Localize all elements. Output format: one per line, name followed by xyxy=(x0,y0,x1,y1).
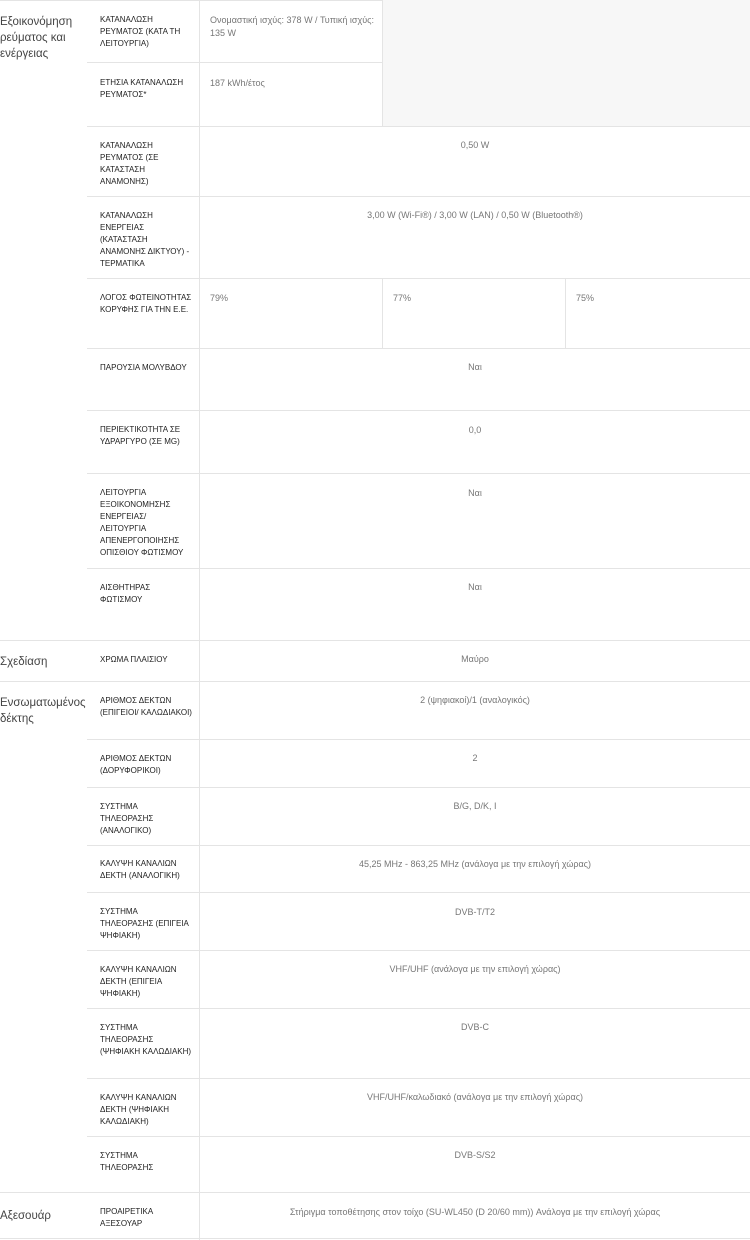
row-divider xyxy=(87,892,750,893)
spec-value-channel-analog: 45,25 MHz - 863,25 MHz (ανάλογα με την επιλογή χώρας) xyxy=(358,859,592,869)
section-divider xyxy=(0,681,750,682)
empty-cell xyxy=(383,0,750,126)
section-title-tuner: Ενσωματωμένος δέκτης xyxy=(0,697,86,725)
row-divider xyxy=(87,278,750,279)
spec-label-network-standby: ΚΑΤΑΝΑΛΩΣΗ ΕΝΕΡΓΕΙΑΣ (ΚΑΤΑΣΤΑΣΗ ΑΝΑΜΟΝΗΣ ΔΙΚΤΥΟΥ) - ΤΕΡΜΑΤΙΚΑ xyxy=(100,211,190,268)
cell-divider xyxy=(565,278,566,348)
row-divider xyxy=(87,62,383,63)
spec-value-standby: 0,50 W xyxy=(460,140,490,150)
row-divider xyxy=(87,1008,750,1009)
spec-label-tv-system-cable: ΣΥΣΤΗΜΑ ΤΗΛΕΟΡΑΣΗΣ (ΨΗΦΙΑΚΗ ΚΑΛΩΔΙΑΚΗ) xyxy=(100,1023,192,1056)
spec-label-tuners-satellite: ΑΡΙΘΜΟΣ ΔΕΚΤΩΝ (ΔΟΡΥΦΟΡΙΚΟΙ) xyxy=(100,754,172,775)
section-bottom-border xyxy=(0,1238,750,1239)
row-divider xyxy=(87,348,750,349)
section-title-design: Σχεδίαση xyxy=(0,656,48,668)
row-divider xyxy=(87,1136,750,1137)
spec-value-energy-saving: Ναι xyxy=(468,488,482,498)
spec-value-tuners-terrestrial: 2 (ψηφιακοί)/1 (αναλογικός) xyxy=(420,695,530,705)
row-divider xyxy=(87,739,750,740)
spec-label-channel-cable: ΚΑΛΥΨΗ ΚΑΝΑΛΙΩΝ ΔΕΚΤΗ (ΨΗΦΙΑΚΗ ΚΑΛΩΔΙΑΚΗ) xyxy=(100,1093,177,1126)
spec-label-tuners-terrestrial: ΑΡΙΘΜΟΣ ΔΕΚΤΩΝ (ΕΠΙΓΕΙΟΙ/ ΚΑΛΩΔΙΑΚΟΙ) xyxy=(100,696,192,717)
spec-value-lead: Ναι xyxy=(468,362,482,372)
spec-value-tv-system-satellite: DVB-S/S2 xyxy=(454,1150,496,1160)
row-divider xyxy=(87,845,750,846)
column-divider xyxy=(199,0,200,1240)
spec-label-standby: ΚΑΤΑΝΑΛΩΣΗ ΡΕΥΜΑΤΟΣ (ΣΕ ΚΑΤΑΣΤΑΣΗ ΑΝΑΜΟΝΗΣ) xyxy=(100,141,159,186)
spec-value-frame-color: Μαύρο xyxy=(461,654,489,664)
spec-label-annual-consumption: ΕΤΗΣΙΑ ΚΑΤΑΝΑΛΩΣΗ ΡΕΥΜΑΤΟΣ* xyxy=(100,78,184,99)
spec-value-tuners-satellite: 2 xyxy=(472,753,478,763)
row-divider xyxy=(87,196,750,197)
row-divider xyxy=(87,950,750,951)
spec-label-channel-analog: ΚΑΛΥΨΗ ΚΑΝΑΛΙΩΝ ΔΕΚΤΗ (ΑΝΑΛΟΓΙΚΗ) xyxy=(100,859,180,880)
spec-value-peak-luminance-1: 79% xyxy=(210,293,229,303)
spec-label-lead: ΠΑΡΟΥΣΙΑ ΜΟΛΥΒΔΟΥ xyxy=(100,363,187,372)
spec-value-tv-system-analog: B/G, D/K, I xyxy=(453,801,497,811)
spec-label-frame-color: ΧΡΩΜΑ ΠΛΑΙΣΙΟΥ xyxy=(100,655,168,664)
spec-label-light-sensor: ΑΙΣΘΗΤΗΡΑΣ ΦΩΤΙΣΜΟΥ xyxy=(100,583,151,604)
section-divider xyxy=(0,640,750,641)
spec-value-network-standby: 3,00 W (Wi-Fi®) / 3,00 W (LAN) / 0,50 W (Bluetooth®) xyxy=(367,210,583,220)
spec-value-annual-consumption: 187 kWh/έτος xyxy=(210,78,265,88)
spec-value-peak-luminance-2: 77% xyxy=(393,293,412,303)
spec-value-optional-accessories: Στήριγμα τοποθέτησης στον τοίχο (SU-WL450 (D 20/60 mm)) Ανάλογα με την επιλογή χώρας xyxy=(289,1207,661,1217)
cell-divider xyxy=(382,0,383,126)
spec-value-power-consumption: Ονομαστική ισχύς: 378 W / Τυπική ισχύς: 135 W xyxy=(210,15,374,38)
row-divider xyxy=(87,473,750,474)
spec-label-peak-luminance: ΛΟΓΟΣ ΦΩΤΕΙΝΟΤΗΤΑΣ ΚΟΡΥΦΗΣ ΓΙΑ ΤΗΝ Ε.Ε. xyxy=(100,293,192,314)
row-divider xyxy=(87,126,750,127)
spec-value-mercury: 0,0 xyxy=(468,425,482,435)
spec-label-tv-system-analog: ΣΥΣΤΗΜΑ ΤΗΛΕΟΡΑΣΗΣ (ΑΝΑΛΟΓΙΚΟ) xyxy=(100,802,154,835)
row-divider xyxy=(87,410,750,411)
spec-label-energy-saving: ΛΕΙΤΟΥΡΓΙΑ ΕΞΟΙΚΟΝΟΜΗΣΗΣ ΕΝΕΡΓΕΙΑΣ/ ΛΕΙΤΟΥΡΓΙΑ ΑΠΕΝΕΡΓΟΠΟΙΗΣΗΣ ΟΠΙΣΘΙΟΥ ΦΩΤΙΣΜΟΥ xyxy=(100,488,184,557)
section-title-energy: Εξοικονόμηση ρεύματος και ενέργειας xyxy=(0,16,73,60)
section-title-accessories: Αξεσουάρ xyxy=(0,1210,51,1222)
cell-divider xyxy=(382,278,383,348)
spec-value-light-sensor: Ναι xyxy=(468,582,482,592)
row-divider xyxy=(87,787,750,788)
spec-value-tv-system-cable: DVB-C xyxy=(460,1022,489,1032)
spec-label-mercury: ΠΕΡΙΕΚΤΙΚΟΤΗΤΑ ΣΕ ΥΔΡΑΡΓΥΡΟ (ΣΕ MG) xyxy=(100,425,181,446)
spec-label-tv-system-satellite: ΣΥΣΤΗΜΑ ΤΗΛΕΟΡΑΣΗΣ xyxy=(100,1151,154,1172)
row-divider xyxy=(87,568,750,569)
spec-label-optional-accessories: ΠΡΟΑΙΡΕΤΙΚΑ ΑΞΕΣΟΥΑΡ xyxy=(100,1207,153,1228)
row-divider xyxy=(87,1078,750,1079)
spec-value-peak-luminance-3: 75% xyxy=(576,293,595,303)
spec-label-power-consumption: ΚΑΤΑΝΑΛΩΣΗ ΡΕΥΜΑΤΟΣ (ΚΑΤΑ ΤΗ ΛΕΙΤΟΥΡΓΙΑ) xyxy=(100,15,181,48)
spec-label-channel-terrestrial: ΚΑΛΥΨΗ ΚΑΝΑΛΙΩΝ ΔΕΚΤΗ (ΕΠΙΓΕΙΑ ΨΗΦΙΑΚΗ) xyxy=(100,965,177,998)
spec-value-channel-cable: VHF/UHF/καλωδιακό (ανάλογα με την επιλογή χώρας) xyxy=(366,1092,584,1102)
spec-value-tv-system-terrestrial: DVB-T/T2 xyxy=(454,907,495,917)
section-divider xyxy=(0,1192,750,1193)
spec-label-tv-system-terrestrial: ΣΥΣΤΗΜΑ ΤΗΛΕΟΡΑΣΗΣ (ΕΠΙΓΕΙΑ ΨΗΦΙΑΚΗ) xyxy=(100,907,189,940)
spec-value-channel-terrestrial: VHF/UHF (ανάλογα με την επιλογή χώρας) xyxy=(389,964,561,974)
